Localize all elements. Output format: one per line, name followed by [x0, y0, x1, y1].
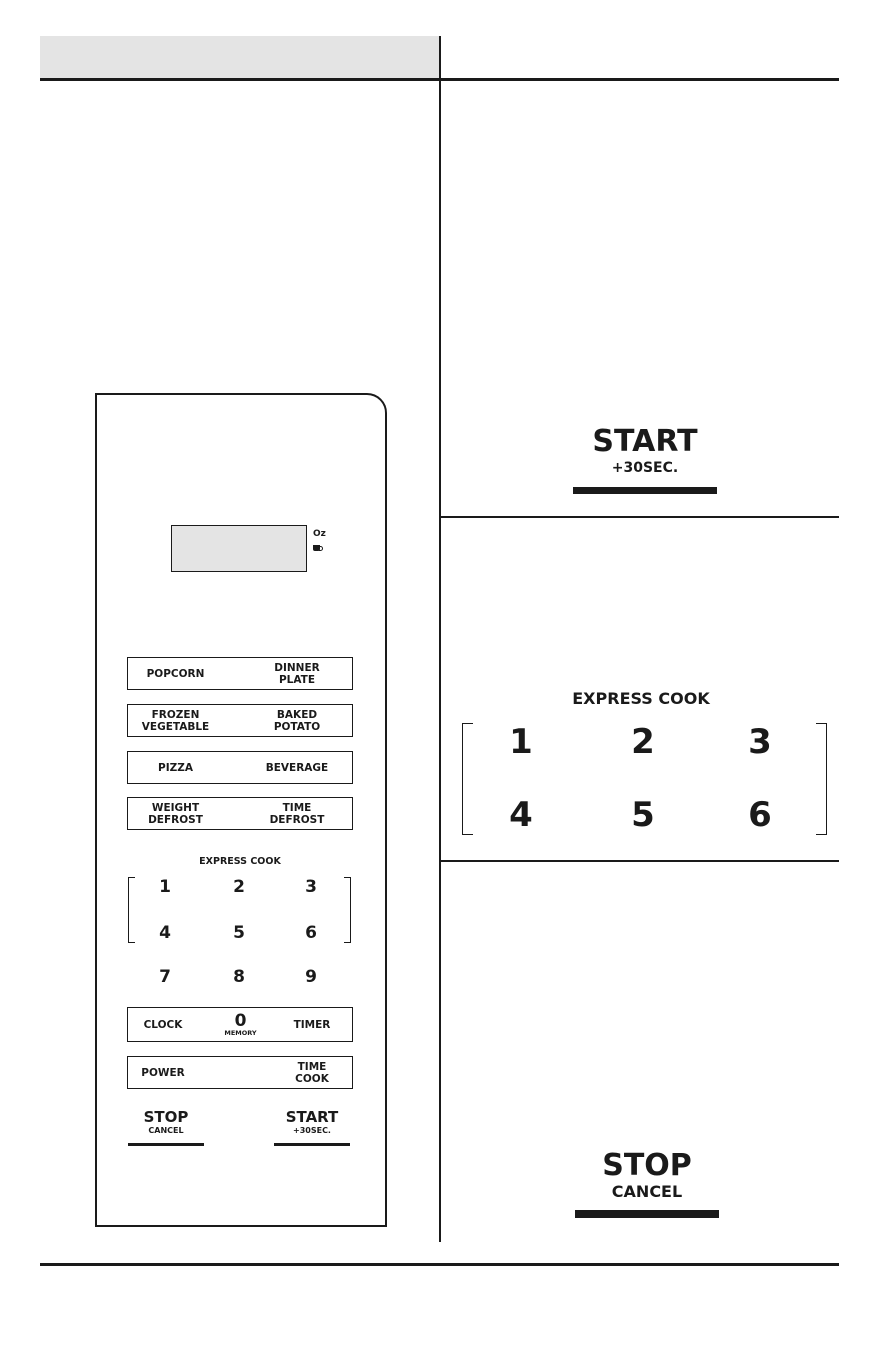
display-window [171, 525, 307, 572]
plus-30-sec-label-large: +30SEC. [611, 460, 679, 476]
stop-label-large: STOP [602, 1148, 692, 1183]
plus-30-sec-label: +30SEC. [293, 1126, 331, 1135]
stop-bar [128, 1143, 204, 1146]
express-bracket-left [128, 877, 135, 943]
express-bracket-right [344, 877, 351, 943]
start-bar-large [573, 487, 717, 494]
cancel-label-large: CANCEL [611, 1182, 683, 1201]
start-label-large: START [592, 424, 698, 459]
time-defrost-button[interactable]: TIME DEFROST [269, 801, 325, 826]
key-8[interactable]: 8 [233, 967, 245, 987]
stop-cancel-button[interactable] [128, 1108, 204, 1148]
power-row [127, 1056, 353, 1089]
key-6[interactable]: 6 [305, 923, 317, 943]
start-bar [274, 1143, 350, 1146]
express-key-4[interactable]: 4 [509, 795, 533, 835]
express-key-5[interactable]: 5 [631, 795, 655, 835]
express-bracket-left-large [462, 723, 473, 835]
start-button[interactable] [274, 1108, 350, 1148]
express-bracket-right-large [816, 723, 827, 835]
express-key-3[interactable]: 3 [748, 722, 772, 762]
defrost-row [127, 797, 353, 830]
section-divider [441, 860, 839, 862]
memory-label: MEMORY [224, 1028, 257, 1037]
header-band [40, 36, 440, 80]
beverage-button[interactable]: BEVERAGE [265, 761, 329, 774]
section-divider [441, 516, 839, 518]
express-key-1[interactable]: 1 [509, 722, 533, 762]
clock-row [127, 1007, 353, 1042]
popcorn-dinner-row [127, 657, 353, 690]
express-key-6[interactable]: 6 [748, 795, 772, 835]
column-divider [439, 36, 441, 1242]
zero-key-label: 0 [234, 1010, 247, 1031]
clock-button[interactable]: CLOCK [143, 1018, 183, 1031]
cup-icon [313, 545, 320, 551]
key-4[interactable]: 4 [159, 923, 171, 943]
key-5[interactable]: 5 [233, 923, 245, 943]
stop-cancel-button-large[interactable] [575, 1149, 719, 1221]
zero-memory-button[interactable] [213, 1008, 268, 1041]
start-button-large[interactable] [573, 424, 717, 496]
express-cook-label-large: EXPRESS COOK [572, 689, 710, 708]
express-cook-label: EXPRESS COOK [199, 856, 281, 867]
time-cook-button[interactable]: TIME COOK [295, 1060, 329, 1085]
pizza-button[interactable]: PIZZA [158, 761, 193, 774]
key-2[interactable]: 2 [233, 877, 245, 897]
oz-indicator: Oz [313, 529, 326, 539]
weight-defrost-button[interactable]: WEIGHT DEFROST [148, 801, 203, 826]
power-button[interactable]: POWER [141, 1066, 185, 1079]
timer-button[interactable]: TIMER [293, 1018, 331, 1031]
frozen-vegetable-button[interactable]: FROZEN VEGETABLE [141, 708, 210, 733]
pizza-beverage-row [127, 751, 353, 784]
key-1[interactable]: 1 [159, 877, 171, 897]
cancel-label: CANCEL [148, 1126, 184, 1135]
express-key-2[interactable]: 2 [631, 722, 655, 762]
dinner-plate-button[interactable]: DINNER PLATE [274, 661, 320, 686]
baked-potato-button[interactable]: BAKED POTATO [273, 708, 321, 733]
popcorn-button[interactable]: POPCORN [146, 667, 205, 680]
key-3[interactable]: 3 [305, 877, 317, 897]
key-7[interactable]: 7 [159, 967, 171, 987]
stop-bar-large [575, 1210, 719, 1218]
stop-label: STOP [143, 1108, 189, 1126]
frozen-baked-row [127, 704, 353, 737]
key-9[interactable]: 9 [305, 967, 317, 987]
start-label: START [285, 1108, 339, 1126]
footer-rule [40, 1263, 839, 1266]
